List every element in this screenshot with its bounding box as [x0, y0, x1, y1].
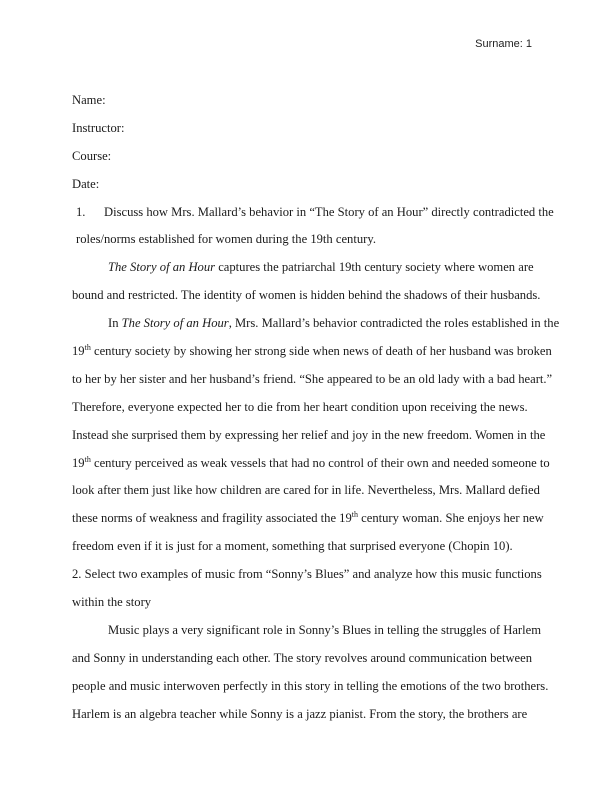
- document-body: [72, 87, 560, 728]
- name-field: Name:: [72, 93, 106, 107]
- story-title: The Story of an Hour: [108, 260, 216, 275]
- story-title: The Story of an Hour: [121, 316, 229, 331]
- question-1-number: 1.: [76, 204, 86, 219]
- paragraph-3-line-1: Music plays a very significant role in Sonny’s Blues in telling the struggles of Harlem: [108, 622, 542, 637]
- question-1-text: Discuss how Mrs. Mallard’s behavior in “The Story of an Hour” directly contradicted the: [104, 204, 554, 219]
- paragraph-3-line-2: and Sonny in understanding each other. The story revolves around communication between: [72, 650, 533, 665]
- paragraph-2-line-1: In The Story of an Hour, Mrs. Mallard’s behavior contradicted the roles established in the: [108, 316, 560, 331]
- paragraph-2-line-8: these norms of weakness and fragility associated the 19th century woman. She enjoys her new: [72, 510, 544, 526]
- paragraph-2-line-2: 19th century society by showing her strong side when news of death of her husband was broken: [72, 343, 552, 359]
- paragraph-2-line-3: to her by her sister and her husband’s friend. “She appeared to be an old lady with a bad heart.”: [72, 371, 553, 386]
- instructor-field: Instructor:: [72, 120, 125, 135]
- paragraph-2-line-7: look after them just like how children are cared for in life. Nevertheless, Mrs. Mallard defied: [72, 483, 540, 498]
- paragraph-2-line-9: freedom even if it is just for a moment, something that surprised everyone (Chopin 10).: [72, 539, 513, 554]
- question-2-line-2: within the story: [72, 595, 152, 610]
- course-field: Course:: [72, 148, 112, 163]
- question-1-line-1: [72, 199, 554, 227]
- paragraph-1-line-1: The Story of an Hour captures the patriarchal 19th century society where women are: [108, 260, 534, 275]
- question-1-line-2: roles/norms established for women during the 19th century.: [76, 232, 376, 247]
- running-header: Surname: 1: [475, 38, 532, 50]
- paragraph-2-line-6: 19th century perceived as weak vessels that had no control of their own and needed someone to: [72, 454, 550, 470]
- paragraph-2-line-5: Instead she surprised them by expressing her relief and joy in the new freedom. Women in the: [72, 427, 546, 442]
- paragraph-2-line-4: Therefore, everyone expected her to die from her heart condition upon receiving the news.: [72, 399, 528, 414]
- paragraph-3-line-4: Harlem is an algebra teacher while Sonny is a jazz pianist. From the story, the brothers are: [72, 706, 528, 721]
- date-field: Date:: [72, 176, 100, 191]
- question-2-line-1: 2. Select two examples of music from “Sonny’s Blues” and analyze how this music functions: [72, 567, 542, 582]
- paragraph-3-line-3: people and music interwoven perfectly in this story in telling the emotions of the two brothers.: [72, 678, 549, 693]
- paragraph-1-line-2: bound and restricted. The identity of women is hidden behind the shadows of their husbands.: [72, 288, 541, 303]
